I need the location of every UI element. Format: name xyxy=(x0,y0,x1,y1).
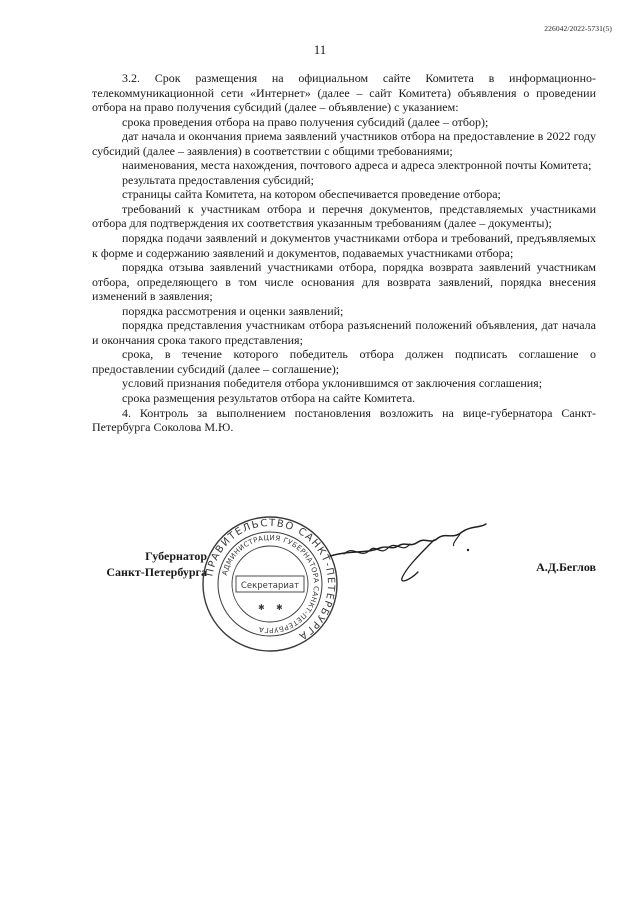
paragraph: наименования, места нахождения, почтового адреса и адреса электронной почты Комитета; xyxy=(122,158,592,173)
paragraph: порядка отзыва заявлений участниками отбора, порядка возврата заявлений участникам отбора, определяющего в том числе основания для возврата заявлений, порядка внесения изменений в заявления; xyxy=(92,260,596,304)
paragraph: порядка подачи заявлений и документов участниками отбора и требований, предъявляемых к форме и содержанию заявлений и документов, подаваемых участниками отбора; xyxy=(92,231,596,260)
signature-block xyxy=(0,517,640,660)
signatory-title xyxy=(92,548,207,580)
paragraph: срока размещения результатов отбора на сайте Комитета. xyxy=(122,391,416,406)
seal-center-text: Секретариат xyxy=(240,581,300,591)
paragraph: страницы сайта Комитета, на котором обеспечивается проведение отбора; xyxy=(122,187,501,202)
paragraph: условий признания победителя отбора уклонившимся от заключения соглашения; xyxy=(122,376,543,391)
paragraph: порядка рассмотрения и оценки заявлений; xyxy=(122,303,344,318)
signatory-name: А.Д.Беглов xyxy=(536,560,596,574)
paragraph: результата предоставления субсидий; xyxy=(122,172,314,187)
signatory-title-line1: Губернатор xyxy=(145,549,207,563)
handwritten-signature xyxy=(310,520,500,590)
paragraph: срока, в течение которого победитель отбора должен подписать соглашение о предоставлении субсидий (далее – соглашение); xyxy=(92,347,596,376)
paragraph: требований к участникам отбора и перечня документов, представляемых участниками отбора для подтверждения их соответствия указанным требованиям (далее – документы); xyxy=(92,201,596,231)
document-number: 226042/2022-5731(5) xyxy=(544,24,612,33)
document-body xyxy=(92,71,596,435)
seal-star-icon: ✱ xyxy=(276,603,283,612)
paragraph: порядка представления участникам отбора разъяснений положений объявления, дат начала и окончания срока такого представления; xyxy=(92,318,596,347)
paragraph: дат начала и окончания приема заявлений участников отбора на предоставление в 2022 году субсидий (далее – заявления) в соответствии с общими требованиями; xyxy=(92,129,596,158)
seal-outer-text: ПРАВИТЕЛЬСТВО САНКТ-ПЕТЕРБУРГА xyxy=(204,517,337,643)
signatory-title-line2: Санкт-Петербурга xyxy=(106,565,207,579)
paragraph: срока проведения отбора на право получения субсидий (далее – отбор); xyxy=(122,114,489,129)
seal-star-icon: ✱ xyxy=(258,603,265,612)
paragraph: 4. Контроль за выполнением постановления возложить на вице-губернатора Санкт-Петербурга Соколова М.Ю. xyxy=(92,405,596,435)
paragraph: 3.2. Срок размещения на официальном сайте Комитета в информационно-телекоммуникационной сети «Интернет» (далее – сайт Комитета) объявления о проведении отбора на право получения субсидий (далее – объявление) с указанием: xyxy=(92,71,596,115)
seal-inner-text: АДМИНИСТРАЦИЯ ГУБЕРНАТОРА САНКТ-ПЕТЕРБУРГА xyxy=(220,533,321,635)
page-number: 11 xyxy=(313,42,327,57)
